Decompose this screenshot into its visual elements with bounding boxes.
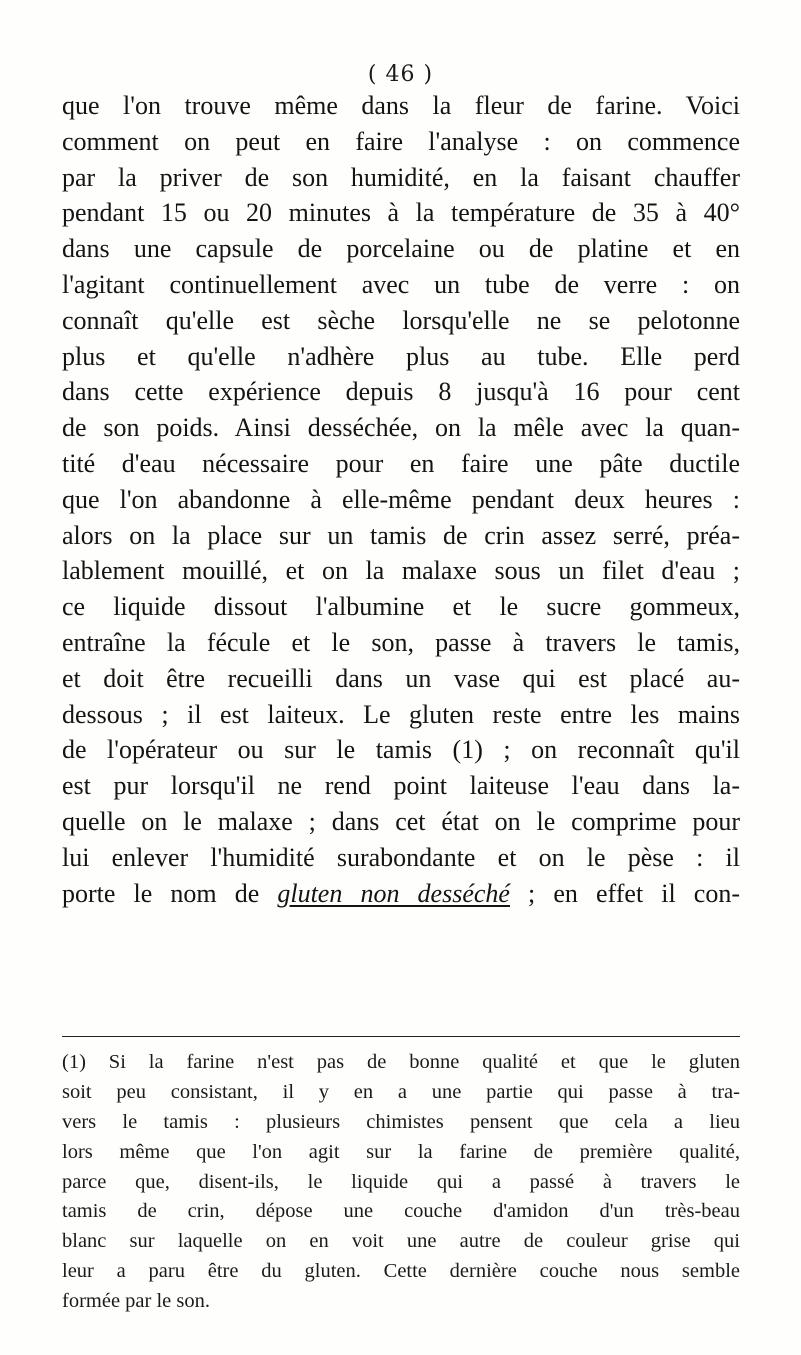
- footnote-line: parce que, disent-ils, le liquide qui a passé à travers le: [62, 1170, 740, 1193]
- footnote-line: vers le tamis : plusieurs chimistes pensent que cela a lieu: [62, 1110, 740, 1133]
- text-line: ce liquide dissout l'albumine et le sucre gommeux,: [62, 592, 740, 622]
- footnote-line: lors même que l'on agit sur la farine de première qualité,: [62, 1140, 740, 1163]
- text-line: lablement mouillé, et on la malaxe sous un filet d'eau ;: [62, 556, 740, 586]
- text-line: comment on peut en faire l'analyse : on commence: [62, 126, 740, 156]
- text-line-last: [62, 876, 740, 912]
- text-line: l'agitant continuellement avec un tube de verre : on: [62, 269, 740, 299]
- text-line: de son poids. Ainsi desséchée, on la mêle avec la quan-: [62, 413, 740, 443]
- text-line: tité d'eau nécessaire pour en faire une pâte ductile: [62, 448, 740, 478]
- text-line: pendant 15 ou 20 minutes à la température de 35 à 40°: [62, 198, 740, 228]
- text-fragment: porte le nom de: [62, 878, 278, 908]
- footnote-line: (1) Si la farine n'est pas de bonne qualité et que le gluten: [62, 1051, 740, 1073]
- text-line: dessous ; il est laiteux. Le gluten reste entre les mains: [62, 699, 740, 729]
- footnote-divider: [62, 1036, 740, 1037]
- text-line: que l'on abandonne à elle-même pendant deux heures :: [62, 484, 740, 514]
- text-line: dans cette expérience depuis 8 jusqu'à 16 pour cent: [62, 377, 740, 407]
- footnote-line: blanc sur laquelle on en voit une autre de couleur grise qui: [62, 1230, 740, 1253]
- text-line: dans une capsule de porcelaine ou de platine et en: [62, 234, 740, 264]
- text-line: quelle on le malaxe ; dans cet état on le comprime pour: [62, 806, 740, 836]
- text-line: lui enlever l'humidité surabondante et on le pèse : il: [62, 842, 740, 872]
- text-line: par la priver de son humidité, en la faisant chauffer: [62, 162, 740, 192]
- text-fragment: ; en effet il con-: [509, 878, 741, 908]
- footnote: [62, 1048, 740, 1317]
- footnote-line: soit peu consistant, il y en a une partie qui passe à tra-: [62, 1080, 740, 1103]
- text-line: plus et qu'elle n'adhère plus au tube. Elle perd: [62, 341, 740, 371]
- page-number: ( 46 ): [367, 62, 434, 87]
- footnote-line: leur a paru être du gluten. Cette dernière couche nous semble: [62, 1260, 740, 1283]
- text-line: alors on la place sur un tamis de crin assez serré, préa-: [62, 520, 740, 550]
- text-line: entraîne la fécule et le son, passe à travers le tamis,: [62, 627, 740, 657]
- text-line: de l'opérateur ou sur le tamis (1) ; on reconnaît qu'il: [62, 735, 740, 765]
- text-line: connaît qu'elle est sèche lorsqu'elle ne se pelotonne: [62, 305, 740, 335]
- footnote-line: tamis de crin, dépose une couche d'amidon d'un très-beau: [62, 1200, 740, 1223]
- text-line: est pur lorsqu'il ne rend point laiteuse l'eau dans la-: [62, 771, 740, 801]
- footnote-line: formée par le son.: [62, 1290, 210, 1313]
- text-line: et doit être recueilli dans un vase qui est placé au-: [62, 663, 740, 693]
- emphasized-term: gluten non desséché: [277, 878, 510, 908]
- main-text: [62, 88, 740, 911]
- text-line: que l'on trouve même dans la fleur de farine. Voici: [62, 91, 740, 120]
